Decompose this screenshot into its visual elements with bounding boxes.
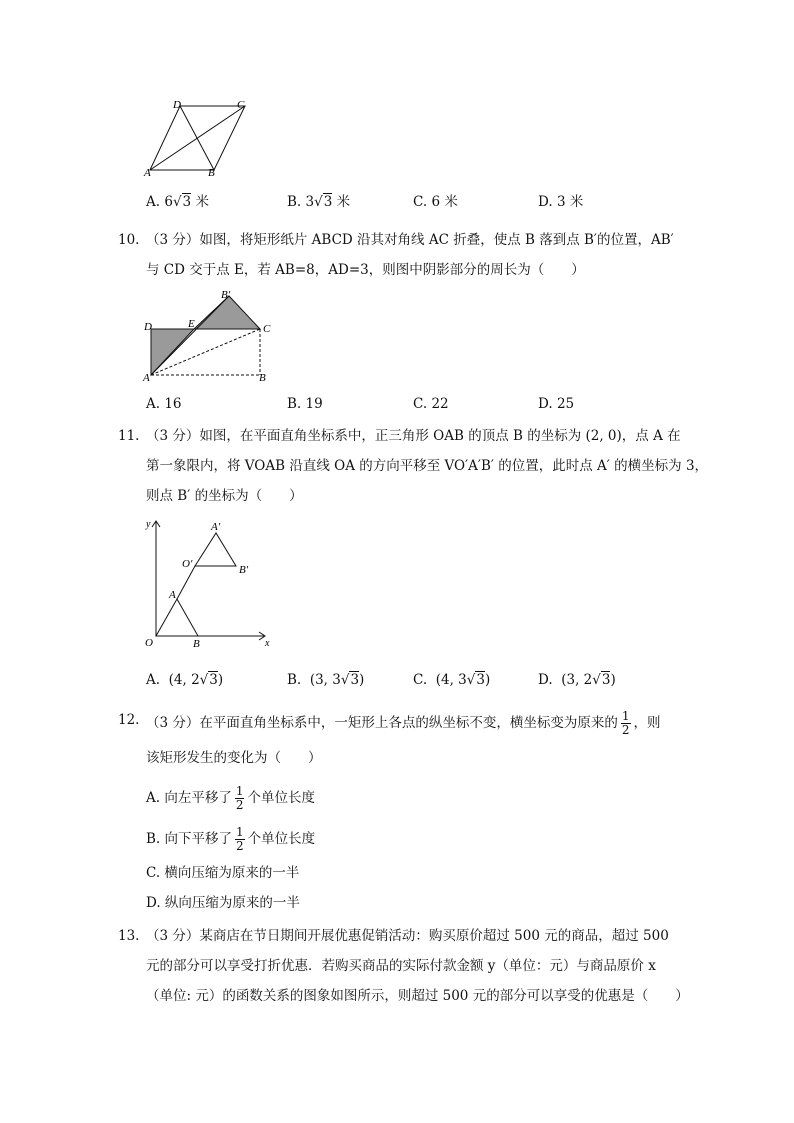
q13-number: 13.: [118, 928, 140, 944]
q11-option-d[interactable]: D. (3, 2√3): [538, 672, 616, 688]
q11-label-aprime: A′: [211, 521, 221, 533]
q11-option-c[interactable]: C. (4, 3√3): [413, 672, 491, 688]
q11-figure: [140, 516, 280, 650]
q9-figure: [140, 96, 260, 180]
q12-stem-line-1: （3 分）在平面直角坐标系中，一矩形上各点的纵坐标不变，横坐标变为原来的 $\frac{1}{2}$ ，则: [146, 709, 661, 737]
q11-number: 11.: [118, 428, 140, 444]
q10-label-bprime: B′: [221, 289, 231, 301]
q9-label-b: B: [208, 167, 215, 179]
q11-stem-line-2: 第一象限内，将 VOAB 沿直线 OA 的方向平移至 VO′A′B′ 的位置，此时点 A′ 的横坐标为 3，: [146, 458, 709, 474]
q10-label-e: E: [188, 318, 195, 330]
q13-stem-line-2: 元的部分可以享受打折优惠．若购买商品的实际付款金额 y（单位：元）与商品原价 x: [146, 958, 656, 974]
q10-number: 10.: [118, 232, 140, 248]
sqrt-sign-icon: √: [172, 194, 182, 210]
q10-label-b: B: [259, 372, 266, 384]
q11-axis-y-label: y: [146, 519, 151, 530]
sqrt-sign-icon: √: [466, 672, 476, 688]
q9-label-c: C: [237, 99, 245, 111]
q9-label-a: A: [144, 167, 151, 179]
q10-stem-line-1: （3 分）如图，将矩形纸片 ABCD 沿其对角线 AC 折叠，使点 B 落到点 B′的位置，AB′: [146, 232, 674, 248]
q12-option-d[interactable]: D. 纵向压缩为原来的一半: [146, 895, 300, 911]
sqrt-sign-icon: √: [314, 194, 323, 210]
q10-label-a: A: [143, 372, 150, 384]
q11-label-bprime: B′: [239, 564, 249, 576]
q11-label-o: O: [145, 637, 153, 649]
q10-label-d: D: [144, 321, 152, 333]
sqrt-sign-icon: √: [340, 672, 350, 688]
q13-stem-line-3: （单位: 元）的函数关系的图象如图所示，则超过 500 元的部分可以享受的优惠是（ ）: [146, 988, 689, 1004]
q10-figure: [140, 288, 280, 384]
q11-stem-line-3: 则点 B′ 的坐标为（ ）: [146, 488, 303, 504]
q12-fraction: $\frac{1}{2}$: [621, 709, 630, 737]
q10-option-a[interactable]: A. 16: [146, 396, 182, 412]
q10-option-b[interactable]: B. 19: [287, 396, 323, 412]
q13-stem-line-1: （3 分）某商店在节日期间开展优惠促销活动：购买原价超过 500 元的商品，超过 500: [146, 928, 669, 944]
q10-label-c: C: [263, 323, 271, 335]
q11-label-a: A: [169, 589, 176, 601]
q9-option-b[interactable]: B. 3√3 米: [287, 194, 351, 210]
q12-option-a[interactable]: A. 向左平移了 $\frac{1}{2}$ 个单位长度: [146, 784, 315, 812]
q11-stem-line-1: （3 分）如图，在平面直角坐标系中，正三角形 OAB 的顶点 B 的坐标为 (2, 0)，点 A 在: [146, 428, 681, 444]
q10-option-d[interactable]: D. 25: [538, 396, 575, 412]
q12-stem-line-2: 该矩形发生的变化为（ ）: [146, 750, 322, 766]
q11-axis-x-label: x: [265, 638, 270, 649]
q11-label-b: B: [193, 638, 200, 650]
q12-option-b[interactable]: B. 向下平移了 $\frac{1}{2}$ 个单位长度: [146, 825, 316, 853]
q9-option-a[interactable]: A. 6√3 米: [146, 194, 209, 210]
q9-option-c[interactable]: C. 6 米: [413, 194, 458, 210]
q9-option-d[interactable]: D. 3 米: [538, 194, 584, 210]
q10-stem-line-2: 与 CD 交于点 E，若 AB=8，AD=3，则图中阴影部分的周长为（ ）: [146, 262, 585, 278]
q11-option-b[interactable]: B. (3, 3√3): [287, 672, 365, 688]
q12-number: 12.: [118, 712, 140, 728]
q11-label-oprime: O′: [182, 558, 193, 570]
q9-label-d: D: [173, 99, 181, 111]
q12-option-c[interactable]: C. 横向压缩为原来的一半: [146, 865, 300, 881]
sqrt-sign-icon: √: [592, 672, 601, 688]
q11-option-a[interactable]: A. (4, 2√3): [146, 672, 224, 688]
q10-option-c[interactable]: C. 22: [413, 396, 449, 412]
sqrt-sign-icon: √: [199, 672, 209, 688]
